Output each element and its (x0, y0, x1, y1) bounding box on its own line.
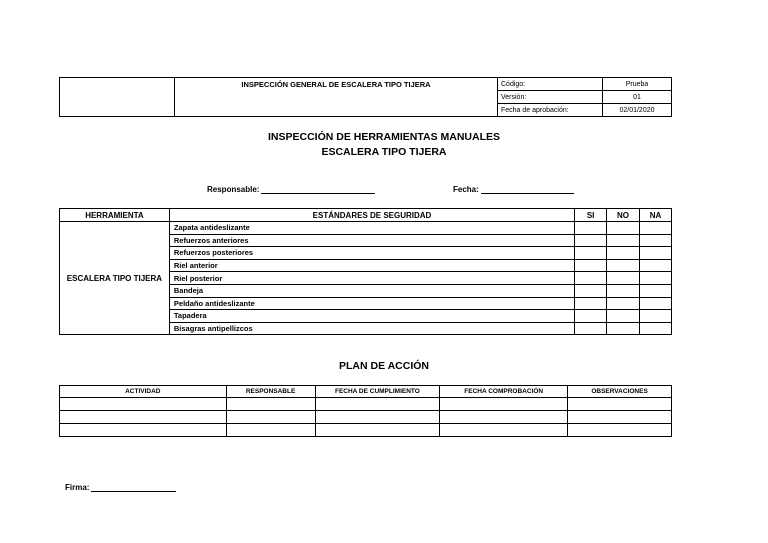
no-cell[interactable] (607, 284, 640, 297)
table-row (60, 424, 672, 437)
activity-cell[interactable] (60, 398, 227, 411)
no-cell[interactable] (607, 234, 640, 247)
observations-cell[interactable] (568, 411, 672, 424)
column-header: ESTÁNDARES DE SEGURIDAD (169, 209, 574, 222)
table-row (60, 222, 672, 235)
fecha-label: Fecha: (453, 185, 479, 194)
inspection-table (59, 208, 672, 335)
column-header: FECHA COMPROBACIÓN (440, 386, 568, 398)
no-cell[interactable] (607, 297, 640, 310)
na-cell[interactable] (640, 284, 672, 297)
responsible-cell[interactable] (226, 398, 315, 411)
document-subtitle: ESCALERA TIPO TIJERA (321, 146, 447, 158)
na-cell[interactable] (640, 310, 672, 323)
due-date-cell[interactable] (315, 411, 440, 424)
standard-label: Bandeja (169, 284, 574, 297)
standard-label: Zapata antideslizante (169, 222, 574, 235)
responsable-field (207, 185, 375, 194)
code-value: Prueba (603, 78, 672, 91)
code-label: Código: (498, 78, 603, 91)
header-title: INSPECCIÓN GENERAL DE ESCALERA TIPO TIJERA (175, 78, 498, 117)
na-cell[interactable] (640, 222, 672, 235)
responsible-cell[interactable] (226, 411, 315, 424)
no-cell[interactable] (607, 222, 640, 235)
standard-label: Peldaño antideslizante (169, 297, 574, 310)
table-row (60, 398, 672, 411)
activity-cell[interactable] (60, 424, 227, 437)
si-cell[interactable] (575, 322, 607, 335)
standard-label: Tapadera (169, 310, 574, 323)
observations-cell[interactable] (568, 398, 672, 411)
signature-label: Firma: (65, 483, 90, 492)
fecha-field (453, 185, 574, 194)
standard-label: Riel anterior (169, 259, 574, 272)
signature-field (65, 483, 176, 492)
logo-cell (60, 78, 175, 117)
no-cell[interactable] (607, 322, 640, 335)
na-cell[interactable] (640, 234, 672, 247)
due-date-cell[interactable] (315, 424, 440, 437)
na-cell[interactable] (640, 259, 672, 272)
column-header: SI (575, 209, 607, 222)
approval-date-label: Fecha de aprobación: (498, 104, 603, 117)
standard-label: Bisagras antipellizcos (169, 322, 574, 335)
column-header: NA (640, 209, 672, 222)
column-header: RESPONSABLE (226, 386, 315, 398)
plan-header-row (60, 386, 672, 398)
standard-label: Riel posterior (169, 272, 574, 285)
action-plan-title: PLAN DE ACCIÓN (338, 360, 430, 372)
responsable-line[interactable] (261, 193, 375, 194)
na-cell[interactable] (640, 297, 672, 310)
fecha-line[interactable] (481, 193, 574, 194)
column-header: ACTIVIDAD (60, 386, 227, 398)
no-cell[interactable] (607, 310, 640, 323)
si-cell[interactable] (575, 272, 607, 285)
si-cell[interactable] (575, 222, 607, 235)
na-cell[interactable] (640, 247, 672, 260)
document-title: INSPECCIÓN DE HERRAMIENTAS MANUALES (268, 131, 500, 143)
table-row (60, 411, 672, 424)
column-header: FECHA DE CUMPLIMIENTO (315, 386, 440, 398)
si-cell[interactable] (575, 297, 607, 310)
no-cell[interactable] (607, 272, 640, 285)
standard-label: Refuerzos posteriores (169, 247, 574, 260)
inspection-header-row (60, 209, 672, 222)
na-cell[interactable] (640, 272, 672, 285)
due-date-cell[interactable] (315, 398, 440, 411)
si-cell[interactable] (575, 284, 607, 297)
tool-name: ESCALERA TIPO TIJERA (60, 222, 170, 335)
si-cell[interactable] (575, 234, 607, 247)
responsable-label: Responsable: (207, 185, 260, 194)
si-cell[interactable] (575, 310, 607, 323)
responsible-cell[interactable] (226, 424, 315, 437)
column-header: OBSERVACIONES (568, 386, 672, 398)
verification-date-cell[interactable] (440, 424, 568, 437)
document-header (59, 77, 672, 117)
standard-label: Refuerzos anteriores (169, 234, 574, 247)
version-label: Versión: (498, 91, 603, 104)
observations-cell[interactable] (568, 424, 672, 437)
si-cell[interactable] (575, 259, 607, 272)
version-value: 01 (603, 91, 672, 104)
action-plan-table (59, 385, 672, 437)
approval-date-value: 02/01/2020 (603, 104, 672, 117)
na-cell[interactable] (640, 322, 672, 335)
column-header: NO (607, 209, 640, 222)
signature-line[interactable] (91, 491, 176, 492)
column-header: HERRAMIENTA (60, 209, 170, 222)
verification-date-cell[interactable] (440, 398, 568, 411)
si-cell[interactable] (575, 247, 607, 260)
no-cell[interactable] (607, 247, 640, 260)
verification-date-cell[interactable] (440, 411, 568, 424)
no-cell[interactable] (607, 259, 640, 272)
activity-cell[interactable] (60, 411, 227, 424)
